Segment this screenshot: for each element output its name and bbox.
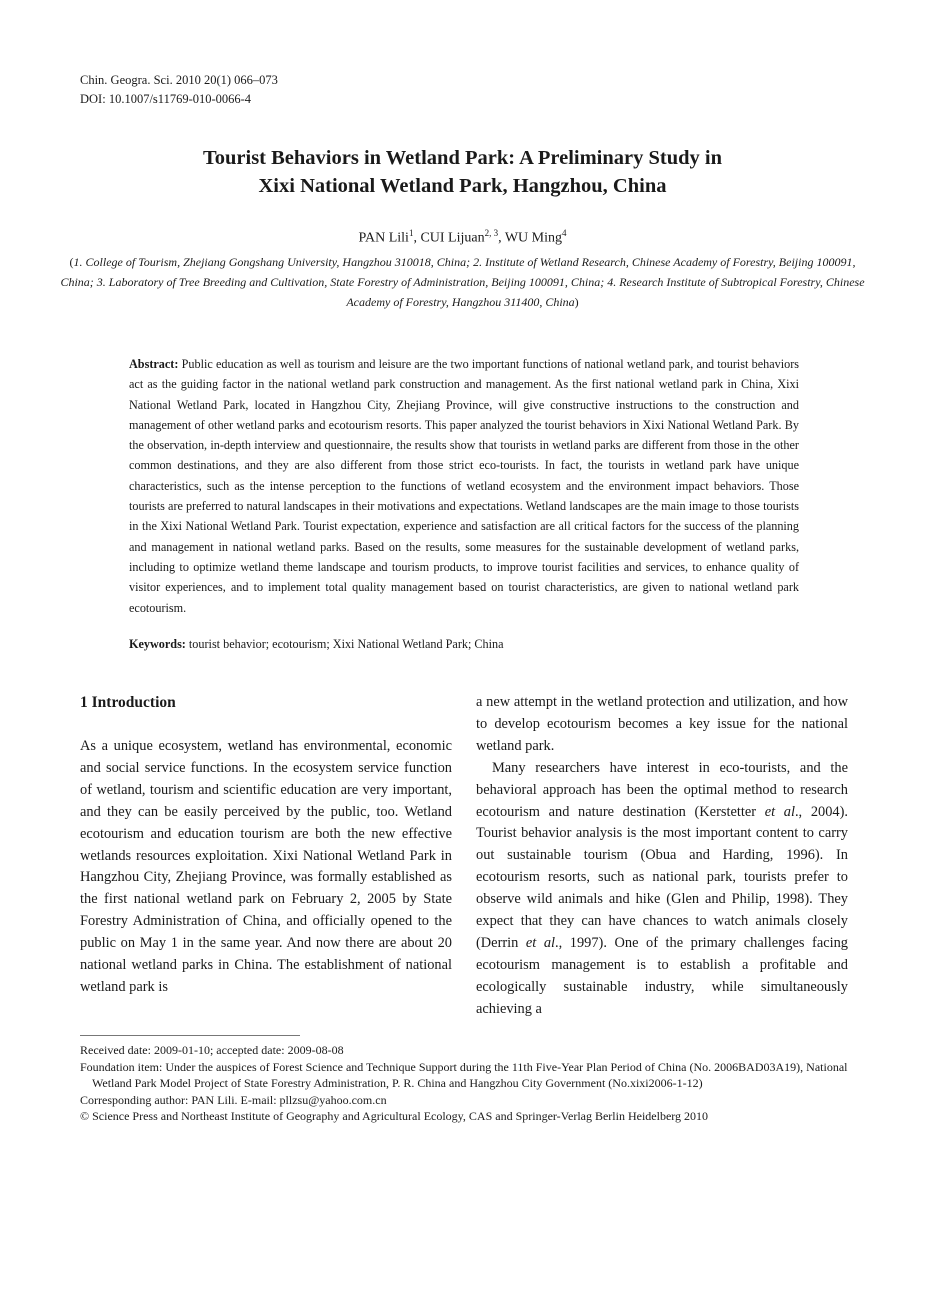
keywords-label: Keywords: — [129, 637, 186, 651]
journal-header — [80, 71, 278, 109]
abstract-label: Abstract: — [129, 357, 179, 371]
keywords-text: tourist behavior; ecotourism; Xixi National Wetland Park; China — [188, 637, 504, 651]
para2-text-3: ., 1997). One of the primary challenges facing ecotourism management is to establish a profitable and ecologically sustainable industry, while simultaneously achieving a — [476, 934, 848, 1017]
author-3: WU Ming — [504, 230, 563, 246]
corresponding-author: Corresponding author: PAN Lili. E-mail: pllzsu@yahoo.com.cn — [80, 1092, 387, 1107]
right-column — [476, 692, 848, 1021]
author-2-affil: 2, 3 — [484, 228, 499, 238]
footnotes — [80, 1042, 848, 1125]
affiliations-text: 1. College of Tourism, Zhejiang Gongshang University, Hangzhou 310018, China; 2. Institute of Wetland Research, Chinese Academy of Forestry, Beijing 100091, China; 3. Laboratory of Tree Breeding and Cultivation, State Forestry of Administration, Beijing 100091, China; 4. Research Institute of Subtropical Forestry, Chinese Academy of Forestry, Hangzhou 311400, China — [60, 255, 865, 309]
author-1-affil: 1 — [408, 228, 414, 238]
abstract-text: Public education as well as tourism and leisure are the two important functions of national wetland park, and tourist behaviors act as the guiding factor in the national wetland park construction and management. As the first national wetland park in China, Xixi National Wetland Park, located in Hangzhou City, Zhejiang Province, will give constructive instructions to the construction and management of other wetland parks and ecotourism resorts. This paper analyzed the tourist behaviors in Xixi National Wetland Park. By the observation, in-depth interview and questionnaire, the results show that tourists in wetland parks are different from those in the other common destinations, and they are also different from those strict eco-tourists. In fact, the tourists in wetland park have unique characteristics, such as the intense perception to the functions of wetland ecosystem and the environment impact behaviors. Those tourists are preferred to natural landscapes in their motivations and expectations. Wetland landscapes are the main image to those tourists in the Xixi National Wetland Park. Tourist expectation, experience and satisfaction are all critical factors for the success of the planning and management in national wetland parks. Based on the results, some measures for the sustainable development of wetland parks, including to optimize wetland theme landscape and tourism products, to improve tourist facilities and services, to enhance quality of visitor experiences, and to implement total quality management based on tourist characteristics, are given to national wetland park ecotourism. — [129, 357, 800, 615]
foundation-item: Foundation item: Under the auspices of Forest Science and Technique Support during the 11th Five-Year Plan Period of China (No. 2006BAD03A19), National Wetland Park Model Project of State Forestry Administration, P. R. China and Hangzhou City Government (No.xixi2006-1-12) — [80, 1059, 848, 1091]
paper-title — [60, 144, 865, 200]
received-date: Received date: 2009-01-10; accepted date: 2009-08-08 — [80, 1043, 344, 1057]
copyright: © Science Press and Northeast Institute of Geography and Agricultural Ecology, CAS and Springer-Verlag Berlin Heidelberg 2010 — [80, 1109, 709, 1124]
author-1: PAN Lili — [358, 230, 409, 246]
keywords — [129, 637, 799, 652]
journal-citation: Chin. Geogra. Sci. 2010 20(1) 066–073 — [80, 73, 278, 87]
intro-paragraph-1-continued: a new attempt in the wetland protection and utilization, and how to develop ecotourism becomes a key issue for the national wetland park. — [476, 694, 848, 754]
affiliations: (1. College of Tourism, Zhejiang Gongshang University, Hangzhou 310018, China; 2. Institute of Wetland Research, Chinese Academy of Forestry, Beijing 100091, China; 3. Laboratory of Tree Breeding and Cultivation, State Forestry of Administration, Beijing 100091, China; 4. Research Institute of Subtropical Forestry, Chinese Academy of Forestry, Hangzhou 311400, China) — [60, 255, 865, 309]
title-line-2: Xixi National Wetland Park, Hangzhou, China — [258, 175, 667, 197]
author-list: PAN Lili$^1$, CUI Lijuan$^{2, 3}$, WU Ming$^4$ — [358, 228, 567, 246]
para2-text-1: Many researchers have interest in eco-tourists, and the behavioral approach has been the optimal method to research ecotourism and nature destination (Kerstetter — [476, 759, 848, 820]
para2-text-2: ., 2004). Tourist behavior analysis is the most important content to carry out sustainable tourism (Obua and Harding, 1996). In ecotourism resorts, such as national park, tourists prefer to observe wild animals and hike (Glen and Philip, 1998). They expect that they can have chances to watch animals closely (Derrin — [476, 803, 848, 951]
intro-paragraph-1: As a unique ecosystem, wetland has environmental, economic and social service functions. In the ecosystem service function of wetland, tourism and scientific education are very important, and they can be easily perceived by the public, too. Wetland ecotourism and education tourism are both the new effective wetlands resources exploitation. Xixi National Wetland Park in Hangzhou City, Zhejiang Province, was formally established as the first national wetland park on February 2, 2005 by State Forestry Administration of China, and officially opened to the public on May 1 in the same year. And now there are about 20 national wetland parks in China. The establishment of national wetland park is — [80, 738, 452, 995]
intro-paragraph-2 — [476, 758, 848, 1021]
left-column — [80, 692, 452, 999]
title-line-1: Tourist Behaviors in Wetland Park: A Preliminary Study in — [202, 147, 723, 169]
section-heading: 1 Introduction — [80, 694, 176, 711]
footnote-divider — [80, 1035, 300, 1036]
author-3-affil: 4 — [562, 228, 567, 238]
para2-etal-2: et al — [525, 934, 556, 951]
doi: DOI: 10.1007/s11769-010-0066-4 — [80, 92, 252, 106]
abstract — [129, 354, 799, 618]
para2-etal-1: et al — [764, 803, 795, 820]
author-2: CUI Lijuan — [420, 230, 485, 246]
